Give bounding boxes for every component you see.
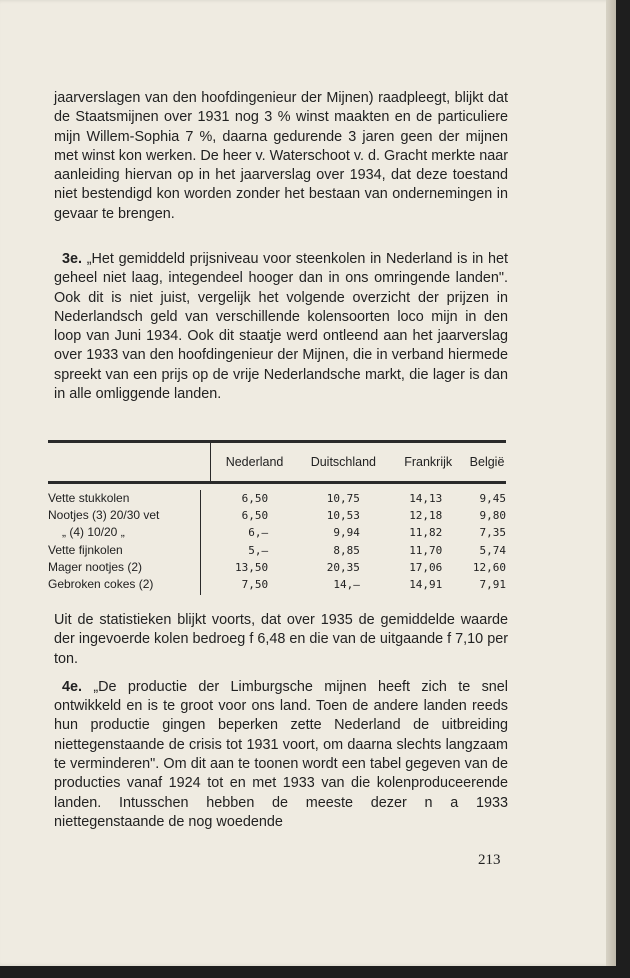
table-cell: 9,45	[479, 492, 506, 505]
table-cell: 9,80	[479, 509, 506, 523]
table-cell: 14,—	[333, 577, 360, 591]
table-cell: 11,82	[409, 526, 443, 540]
table-cell: 8,85	[333, 543, 360, 557]
paragraph-conclusion	[54, 611, 508, 832]
column-frankrijk	[360, 490, 442, 595]
header-frankrijk: Frankrijk	[404, 455, 453, 469]
table-cell: 20,35	[326, 560, 360, 574]
price-table	[48, 440, 506, 595]
table-cell: 10,53	[326, 509, 360, 523]
paragraph-text: „Het gemiddeld prijsniveau voor steenkolen in Nederland is in het geheel niet laag, integendeel hooger dan in ons omringende landen". Ook dit is niet juist, vergelijk het volgende overzicht der prijzen in Nederlandsch geld van verschillende kolensoorten loco mijn in den loop van Juni 1934. Ook dit staatje werd ontleend aan het jaarverslag over 1933 van den hoofdingenieur der Mijnen, die in verband hiermede spreekt van een prijs op de vrije Nederlandsche markt, die lager is dan in alle omliggende landen.	[54, 251, 508, 403]
table-cell: 6,50	[241, 509, 269, 523]
table-cell: 11,70	[409, 543, 443, 557]
table-cell: 17,06	[409, 560, 443, 574]
table-cell: 7,91	[479, 577, 506, 591]
header-duitschland: Duitschland	[310, 455, 377, 469]
column-duitschland	[268, 490, 360, 595]
point-number: 4e.	[62, 678, 83, 695]
row-label: Vette fijnkolen	[48, 542, 123, 557]
table-cell: 13,50	[235, 560, 269, 574]
row-label: Nootjes (3) 20/30 vet	[48, 508, 160, 523]
table-cell: 9,94	[333, 526, 360, 540]
paragraph-text: jaarverslagen van den hoofdingenieur der Mijnen) raadpleegt, blijkt dat de Staatsmijnen over 1931 nog 3 % winst maakten en de particuliere mijn Willem-Sophia 7 %, daarna gedurende 3 jaren geen der mijnen met winst kon werken. De heer v. Waterschoot v. d. Gracht merkte naar aanleiding hiervan op in het jaarverslag over 1934, dat deze toestand niet bestendigd kon worden zonder het bestaan van ondernemingen in gevaar te brengen.	[54, 90, 509, 222]
page-number: 213	[478, 852, 501, 868]
page-edge	[606, 0, 616, 966]
table-cell: 10,75	[326, 492, 360, 505]
table-header	[48, 443, 506, 481]
table-cell: 14,91	[409, 577, 443, 591]
column-belgie	[442, 490, 506, 595]
row-label: Gebroken cokes (2)	[48, 576, 154, 591]
table-cell: 7,50	[241, 577, 269, 591]
table-cell: 6,—	[248, 526, 269, 540]
header-belgie: België	[469, 455, 505, 469]
row-label: Vette stukkolen	[48, 491, 130, 505]
header-nederland: Nederland	[225, 455, 284, 469]
row-labels	[48, 490, 201, 595]
row-label: Mager nootjes (2)	[48, 559, 143, 574]
column-nederland	[201, 490, 268, 595]
table-cell: 7,35	[479, 526, 506, 540]
table-stub	[48, 443, 211, 481]
table-cell: 14,13	[409, 492, 443, 505]
row-label: „ (4) 10/20 „	[62, 525, 125, 540]
table-cell: 5,74	[479, 543, 506, 557]
paragraph-point-3	[54, 250, 508, 404]
paragraph-text: „De productie der Limburgsche mijnen heeft zich te snel ontwikkeld en is te groot voor ons land. Toen de andere landen reeds hun productie gingen beperken zette Nederland de uitbreiding niettegenstaande de crisis tot 1931 voort, om daarna slechts langzaam te verminderen". Om dit aan te toonen wordt een tabel gegeven van de producties vanaf 1924 tot en met 1933 van die kolenproduceerende landen. Intusschen hebben de meeste dezer n a 1933 niettegenstaande de nog woedende	[54, 678, 509, 830]
paragraph-text: Uit de statistieken blijkt voorts, dat over 1935 de gemiddelde waarde der ingevoerde kolen bedroeg f 6,48 en die van de uitgaande f 7,10 per ton.	[54, 612, 508, 667]
table-cell: 12,60	[472, 560, 506, 574]
table-cell: 6,50	[241, 492, 269, 505]
table-body	[48, 484, 506, 595]
point-number: 3e.	[62, 251, 83, 267]
table-cell: 12,18	[409, 509, 443, 523]
paragraph-intro	[54, 89, 508, 224]
table-cell: 5,—	[248, 543, 269, 557]
